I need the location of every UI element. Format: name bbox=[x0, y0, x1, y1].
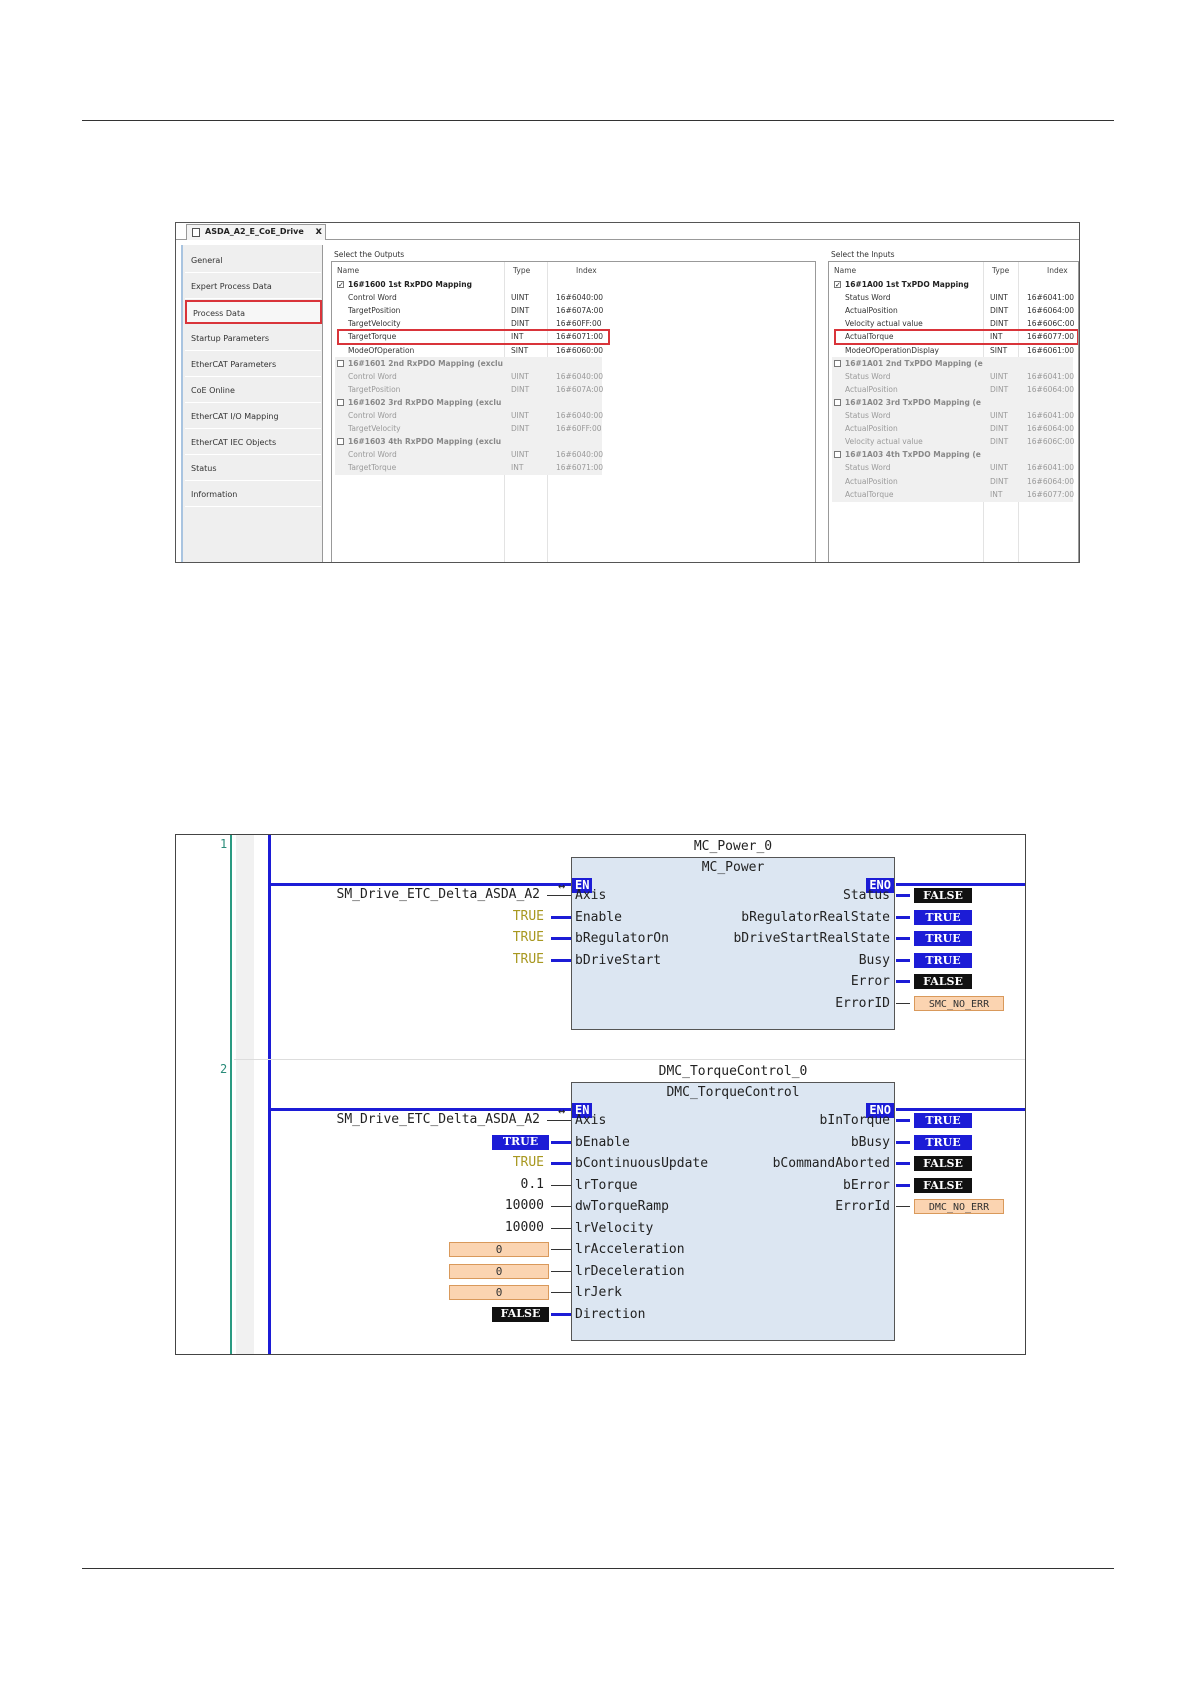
entry-index: 16#6041:00 bbox=[1027, 293, 1074, 303]
entry-index: 16#6040:00 bbox=[556, 411, 603, 420]
input-value[interactable]: TRUE bbox=[492, 1135, 549, 1150]
output-value[interactable]: TRUE bbox=[914, 953, 972, 968]
entry-index: 16#6071:00 bbox=[556, 463, 603, 473]
entry-name: 16#1603 4th RxPDO Mapping (exclu bbox=[348, 437, 502, 447]
network-number: 2 bbox=[220, 1062, 228, 1076]
input-wire bbox=[551, 1162, 571, 1165]
input-wire bbox=[551, 1228, 571, 1229]
pdo-mapping-entry[interactable] bbox=[832, 370, 1073, 384]
entry-type: SINT bbox=[990, 345, 1008, 355]
entry-index: 16#607A:00 bbox=[556, 384, 604, 394]
pdo-mapping-entry[interactable] bbox=[335, 291, 814, 305]
en-wire bbox=[271, 1108, 571, 1111]
entry-name: ActualPosition bbox=[845, 384, 898, 394]
entry-name: Velocity actual value bbox=[845, 437, 923, 447]
column-header-type[interactable]: Type bbox=[992, 266, 1010, 275]
pdo-mapping-group[interactable] bbox=[335, 435, 602, 449]
pdo-mapping-entry[interactable] bbox=[832, 291, 1077, 305]
entry-type: INT bbox=[990, 489, 1003, 499]
nav-item-ethercat-iec-objects[interactable]: EtherCAT IEC Objects bbox=[185, 431, 321, 455]
input-wire bbox=[551, 1313, 571, 1316]
entry-type: DINT bbox=[990, 384, 1009, 394]
input-pin[interactable]: lrAcceleration bbox=[575, 1242, 685, 1257]
entry-index: 16#6077:00 bbox=[1027, 489, 1074, 499]
entry-name: ActualPosition bbox=[845, 306, 898, 316]
entry-index: 16#6064:00 bbox=[1027, 424, 1074, 434]
output-value[interactable]: DMC_NO_ERR bbox=[914, 1199, 1004, 1214]
checkbox-icon[interactable]: ✓ bbox=[835, 281, 841, 289]
entry-name: 16#1600 1st RxPDO Mapping bbox=[348, 280, 472, 289]
entry-type: UINT bbox=[990, 463, 1008, 473]
input-pin[interactable]: lrVelocity bbox=[575, 1220, 654, 1236]
grid-header-row bbox=[832, 264, 1077, 278]
pdo-mapping-group[interactable] bbox=[335, 278, 814, 292]
pdo-mapping-group[interactable] bbox=[832, 357, 1073, 371]
pdo-mapping-group[interactable] bbox=[832, 278, 1077, 292]
bottom-rule bbox=[82, 1568, 1114, 1569]
pdo-mapping-entry[interactable] bbox=[832, 344, 1077, 358]
entry-index: 16#6040:00 bbox=[556, 293, 603, 303]
entry-index: 16#6071:00 bbox=[556, 332, 603, 342]
entry-name: Control Word bbox=[348, 293, 397, 303]
pdo-mapping-entry[interactable] bbox=[832, 409, 1073, 423]
output-wire bbox=[896, 916, 910, 919]
input-wire bbox=[551, 1185, 571, 1186]
output-pin[interactable]: bInTorque bbox=[819, 1113, 890, 1128]
entry-type: INT bbox=[990, 332, 1003, 342]
entry-index: 16#6064:00 bbox=[1027, 384, 1074, 394]
entry-name: ActualTorque bbox=[845, 332, 894, 342]
device-editor-sidenav bbox=[181, 245, 323, 563]
nav-item-coe-online[interactable]: CoE Online bbox=[185, 379, 321, 403]
input-value[interactable]: TRUE bbox=[512, 1155, 544, 1170]
input-wire bbox=[551, 1206, 571, 1207]
pdo-mapping-entry[interactable] bbox=[832, 488, 1073, 502]
entry-name: TargetPosition bbox=[348, 384, 401, 394]
eno-wire bbox=[896, 883, 1026, 886]
entry-index: 16#6041:00 bbox=[1027, 411, 1074, 420]
input-value[interactable]: FALSE bbox=[492, 1307, 549, 1322]
pdo-mapping-entry[interactable] bbox=[832, 475, 1073, 489]
network-number: 1 bbox=[220, 837, 228, 851]
entry-name: 16#1602 3rd RxPDO Mapping (exclu bbox=[348, 397, 502, 407]
input-pin[interactable]: Axis bbox=[575, 888, 607, 903]
entry-name: Status Word bbox=[845, 371, 891, 381]
network-separator bbox=[234, 1059, 1026, 1060]
entry-name: TargetVelocity bbox=[348, 319, 401, 329]
output-value[interactable]: FALSE bbox=[914, 1178, 972, 1193]
input-pin[interactable]: bRegulatorOn bbox=[575, 931, 669, 946]
entry-type: UINT bbox=[511, 450, 529, 460]
entry-name: ActualTorque bbox=[845, 489, 894, 499]
checkbox-icon[interactable] bbox=[834, 399, 841, 406]
entry-index: 16#6061:00 bbox=[1027, 345, 1074, 355]
pdo-mapping-entry[interactable] bbox=[335, 370, 602, 384]
input-value[interactable]: TRUE bbox=[512, 908, 544, 924]
nav-item-expert-process-data[interactable]: Expert Process Data bbox=[185, 275, 321, 299]
entry-type: UINT bbox=[511, 411, 529, 420]
input-pin[interactable]: lrDeceleration bbox=[575, 1263, 685, 1279]
output-wire bbox=[896, 1206, 910, 1207]
en-pin: EN bbox=[572, 1103, 592, 1118]
input-pin[interactable]: bContinuousUpdate bbox=[575, 1156, 709, 1171]
output-value[interactable]: TRUE bbox=[914, 910, 972, 925]
input-pin[interactable]: bEnable bbox=[575, 1134, 630, 1150]
nav-item-status[interactable]: Status bbox=[185, 457, 321, 481]
output-pin[interactable]: bError bbox=[843, 1177, 890, 1193]
editor-margin bbox=[236, 835, 254, 1354]
input-wire bbox=[551, 1249, 571, 1250]
entry-name: 16#1A02 3rd TxPDO Mapping (e bbox=[845, 397, 982, 407]
entry-type: UINT bbox=[990, 293, 1008, 303]
reference-arrow-icon: ↔ bbox=[558, 1104, 566, 1118]
nav-item-ethercat-i-o-mapping[interactable]: EtherCAT I/O Mapping bbox=[185, 405, 321, 429]
pdo-mapping-entry[interactable] bbox=[832, 435, 1073, 449]
output-wire bbox=[896, 1162, 910, 1165]
fb-type-name: MC_Power bbox=[701, 860, 765, 875]
entry-type: UINT bbox=[990, 371, 1008, 381]
output-pin[interactable]: Busy bbox=[858, 952, 890, 968]
checkbox-icon[interactable] bbox=[337, 438, 344, 445]
editor-tab-title: ASDA_A2_E_CoE_Drive bbox=[205, 227, 304, 236]
nav-item-ethercat-parameters[interactable]: EtherCAT Parameters bbox=[185, 353, 321, 377]
entry-name: Velocity actual value bbox=[845, 319, 923, 329]
input-value[interactable]: 0 bbox=[449, 1242, 549, 1257]
nav-item-process-data[interactable]: Process Data bbox=[185, 300, 322, 324]
output-value[interactable]: TRUE bbox=[914, 1113, 972, 1128]
column-header-name[interactable]: Name bbox=[834, 266, 857, 275]
output-value[interactable]: FALSE bbox=[914, 1156, 972, 1171]
entry-type: DINT bbox=[990, 306, 1009, 316]
input-wire bbox=[551, 959, 571, 962]
ladder-editor-screenshot bbox=[175, 834, 1026, 1355]
fb-instance-name[interactable]: MC_Power_0 bbox=[693, 839, 773, 854]
axis-reference[interactable]: SM_Drive_ETC_Delta_ASDA_A2 bbox=[336, 887, 540, 902]
entry-name: Control Word bbox=[348, 411, 397, 420]
entry-type: INT bbox=[511, 463, 524, 473]
inputs-grid bbox=[828, 261, 1079, 563]
output-pin[interactable]: bDriveStartRealState bbox=[733, 931, 890, 946]
editor-tab[interactable] bbox=[186, 224, 326, 240]
output-wire bbox=[896, 959, 910, 962]
checkbox-icon[interactable] bbox=[834, 360, 841, 367]
output-value[interactable]: TRUE bbox=[914, 1135, 972, 1150]
entry-index: 16#60FF:00 bbox=[556, 319, 602, 329]
entry-type: DINT bbox=[990, 319, 1009, 329]
output-pin[interactable]: bRegulatorRealState bbox=[741, 909, 890, 925]
eno-pin: ENO bbox=[866, 878, 894, 893]
en-wire bbox=[271, 883, 571, 886]
input-pin[interactable]: Axis bbox=[575, 1113, 607, 1128]
entry-index: 16#6060:00 bbox=[556, 345, 603, 355]
output-pin[interactable]: bBusy bbox=[850, 1134, 890, 1150]
output-pin[interactable]: Status bbox=[843, 888, 890, 903]
pdo-mapping-entry[interactable] bbox=[832, 304, 1077, 318]
entry-index: 16#6064:00 bbox=[1027, 306, 1074, 316]
nav-item-startup-parameters[interactable]: Startup Parameters bbox=[185, 327, 321, 351]
nav-item-general[interactable]: General bbox=[185, 249, 321, 273]
output-pin[interactable]: ErrorID bbox=[835, 995, 890, 1011]
entry-index: 16#6041:00 bbox=[1027, 371, 1074, 381]
input-pin[interactable]: Direction bbox=[575, 1306, 646, 1322]
output-value[interactable]: FALSE bbox=[914, 974, 972, 989]
inputs-caption: Select the Inputs bbox=[831, 250, 895, 259]
pdo-mapping-entry[interactable] bbox=[832, 383, 1073, 397]
fb-instance-name[interactable]: DMC_TorqueControl_0 bbox=[658, 1064, 808, 1079]
output-wire bbox=[896, 1184, 910, 1187]
output-wire bbox=[896, 1119, 910, 1122]
entry-type: INT bbox=[511, 332, 524, 342]
entry-name: ModeOfOperation bbox=[348, 345, 415, 355]
input-wire bbox=[551, 916, 571, 919]
entry-type: DINT bbox=[990, 476, 1009, 486]
outputs-caption: Select the Outputs bbox=[334, 250, 405, 259]
entry-name: Control Word bbox=[348, 450, 397, 460]
input-pin[interactable]: Enable bbox=[575, 909, 622, 925]
pdo-mapping-entry[interactable] bbox=[832, 422, 1073, 436]
entry-name: TargetVelocity bbox=[348, 424, 401, 434]
pdo-mapping-entry[interactable] bbox=[335, 448, 602, 462]
pdo-mapping-group[interactable] bbox=[832, 396, 1073, 410]
entry-name: TargetTorque bbox=[348, 463, 397, 473]
input-value[interactable]: TRUE bbox=[512, 951, 544, 967]
entry-name: ModeOfOperationDisplay bbox=[845, 345, 939, 355]
output-wire bbox=[896, 937, 910, 940]
pdo-mapping-entry[interactable] bbox=[335, 422, 602, 436]
input-value[interactable]: TRUE bbox=[512, 930, 544, 945]
entry-index: 16#607A:00 bbox=[556, 306, 604, 316]
checkbox-icon[interactable] bbox=[337, 360, 344, 367]
nav-item-information[interactable]: Information bbox=[185, 483, 321, 507]
pdo-mapping-entry[interactable] bbox=[335, 409, 602, 423]
entry-type: DINT bbox=[990, 437, 1009, 447]
input-value[interactable]: 10000 bbox=[504, 1198, 544, 1213]
top-rule bbox=[82, 120, 1114, 121]
device-editor-screenshot bbox=[175, 222, 1080, 563]
entry-name: 16#1A01 2nd TxPDO Mapping (e bbox=[845, 358, 983, 368]
output-wire bbox=[896, 980, 910, 983]
input-wire bbox=[551, 937, 571, 940]
column-header-index[interactable]: Index bbox=[1047, 266, 1068, 275]
input-wire bbox=[551, 1271, 571, 1272]
entry-name: Control Word bbox=[348, 371, 397, 381]
editor-tabstrip bbox=[176, 223, 1079, 240]
entry-index: 16#6064:00 bbox=[1027, 476, 1074, 486]
column-header-name[interactable]: Name bbox=[337, 266, 360, 275]
output-wire bbox=[896, 1003, 910, 1004]
entry-name: TargetPosition bbox=[348, 306, 401, 316]
checkbox-icon[interactable]: ✓ bbox=[338, 281, 344, 289]
pdo-mapping-entry[interactable] bbox=[335, 304, 814, 318]
input-wire bbox=[547, 1120, 571, 1121]
entry-type: UINT bbox=[990, 411, 1008, 420]
fb-type-name: DMC_TorqueControl bbox=[666, 1085, 800, 1100]
entry-index: 16#606C:00 bbox=[1027, 437, 1075, 447]
column-header-index[interactable]: Index bbox=[576, 266, 597, 275]
entry-name: ActualPosition bbox=[845, 424, 898, 434]
entry-type: DINT bbox=[511, 306, 530, 316]
output-pin[interactable]: bCommandAborted bbox=[772, 1156, 890, 1171]
output-pin[interactable]: ErrorId bbox=[835, 1199, 890, 1214]
entry-name: 16#1A03 4th TxPDO Mapping (e bbox=[845, 450, 981, 460]
close-icon[interactable]: x bbox=[315, 226, 322, 237]
entry-index: 16#60FF:00 bbox=[556, 424, 602, 434]
output-pin[interactable]: Error bbox=[850, 974, 890, 989]
editor-gutter-line bbox=[230, 835, 232, 1354]
entry-type: SINT bbox=[511, 345, 529, 355]
entry-index: 16#6077:00 bbox=[1027, 332, 1074, 342]
function-block[interactable] bbox=[571, 857, 895, 1030]
entry-name: 16#1A00 1st TxPDO Mapping bbox=[845, 280, 969, 289]
input-pin[interactable]: lrTorque bbox=[575, 1177, 638, 1193]
checkbox-icon[interactable] bbox=[834, 451, 841, 458]
pdo-mapping-group[interactable] bbox=[335, 396, 602, 410]
output-wire bbox=[896, 894, 910, 897]
entry-index: 16#6040:00 bbox=[556, 450, 603, 460]
entry-type: DINT bbox=[990, 424, 1009, 434]
entry-name: Status Word bbox=[845, 411, 891, 420]
pdo-mapping-entry[interactable] bbox=[335, 383, 602, 397]
entry-index: 16#606C:00 bbox=[1027, 319, 1075, 329]
entry-name: 16#1601 2nd RxPDO Mapping (exclu bbox=[348, 358, 503, 368]
left-power-rail bbox=[268, 835, 271, 1354]
input-value[interactable]: 0 bbox=[449, 1264, 549, 1279]
input-value[interactable]: 0 bbox=[449, 1285, 549, 1300]
entry-type: UINT bbox=[511, 371, 529, 381]
input-pin[interactable]: lrJerk bbox=[575, 1285, 622, 1300]
grid-header-row bbox=[335, 264, 814, 278]
entry-name: TargetTorque bbox=[348, 332, 397, 342]
entry-type: DINT bbox=[511, 384, 530, 394]
eno-pin: ENO bbox=[866, 1103, 894, 1118]
output-wire bbox=[896, 1141, 910, 1144]
input-wire bbox=[551, 1141, 571, 1144]
input-pin[interactable]: bDriveStart bbox=[575, 952, 662, 968]
entry-name: Status Word bbox=[845, 293, 891, 303]
pdo-mapping-group[interactable] bbox=[832, 448, 1073, 462]
entry-index: 16#6040:00 bbox=[556, 371, 603, 381]
entry-type: UINT bbox=[511, 293, 529, 303]
reference-arrow-icon: ↔ bbox=[558, 879, 566, 893]
function-block[interactable] bbox=[571, 1082, 895, 1341]
input-value[interactable]: 10000 bbox=[504, 1219, 544, 1235]
column-header-type[interactable]: Type bbox=[513, 266, 531, 275]
pdo-mapping-entry[interactable] bbox=[832, 461, 1073, 475]
output-value[interactable]: TRUE bbox=[914, 931, 972, 946]
input-wire bbox=[547, 895, 571, 896]
pdo-mapping-entry[interactable] bbox=[335, 461, 602, 475]
entry-name: Status Word bbox=[845, 463, 891, 473]
axis-reference[interactable]: SM_Drive_ETC_Delta_ASDA_A2 bbox=[336, 1112, 540, 1127]
output-value[interactable]: SMC_NO_ERR bbox=[914, 996, 1004, 1011]
checkbox-icon[interactable] bbox=[337, 399, 344, 406]
document-icon bbox=[192, 228, 200, 237]
input-value[interactable]: 0.1 bbox=[520, 1176, 544, 1192]
entry-index: 16#6041:00 bbox=[1027, 463, 1074, 473]
entry-type: DINT bbox=[511, 319, 530, 329]
entry-name: ActualPosition bbox=[845, 476, 898, 486]
outputs-grid bbox=[331, 261, 816, 563]
output-value[interactable]: FALSE bbox=[914, 888, 972, 903]
en-pin: EN bbox=[572, 878, 592, 893]
entry-type: DINT bbox=[511, 424, 530, 434]
pdo-mapping-group[interactable] bbox=[335, 357, 602, 371]
input-wire bbox=[551, 1292, 571, 1293]
eno-wire bbox=[896, 1108, 1026, 1111]
input-pin[interactable]: dwTorqueRamp bbox=[575, 1199, 669, 1214]
pdo-mapping-entry[interactable] bbox=[335, 344, 814, 358]
